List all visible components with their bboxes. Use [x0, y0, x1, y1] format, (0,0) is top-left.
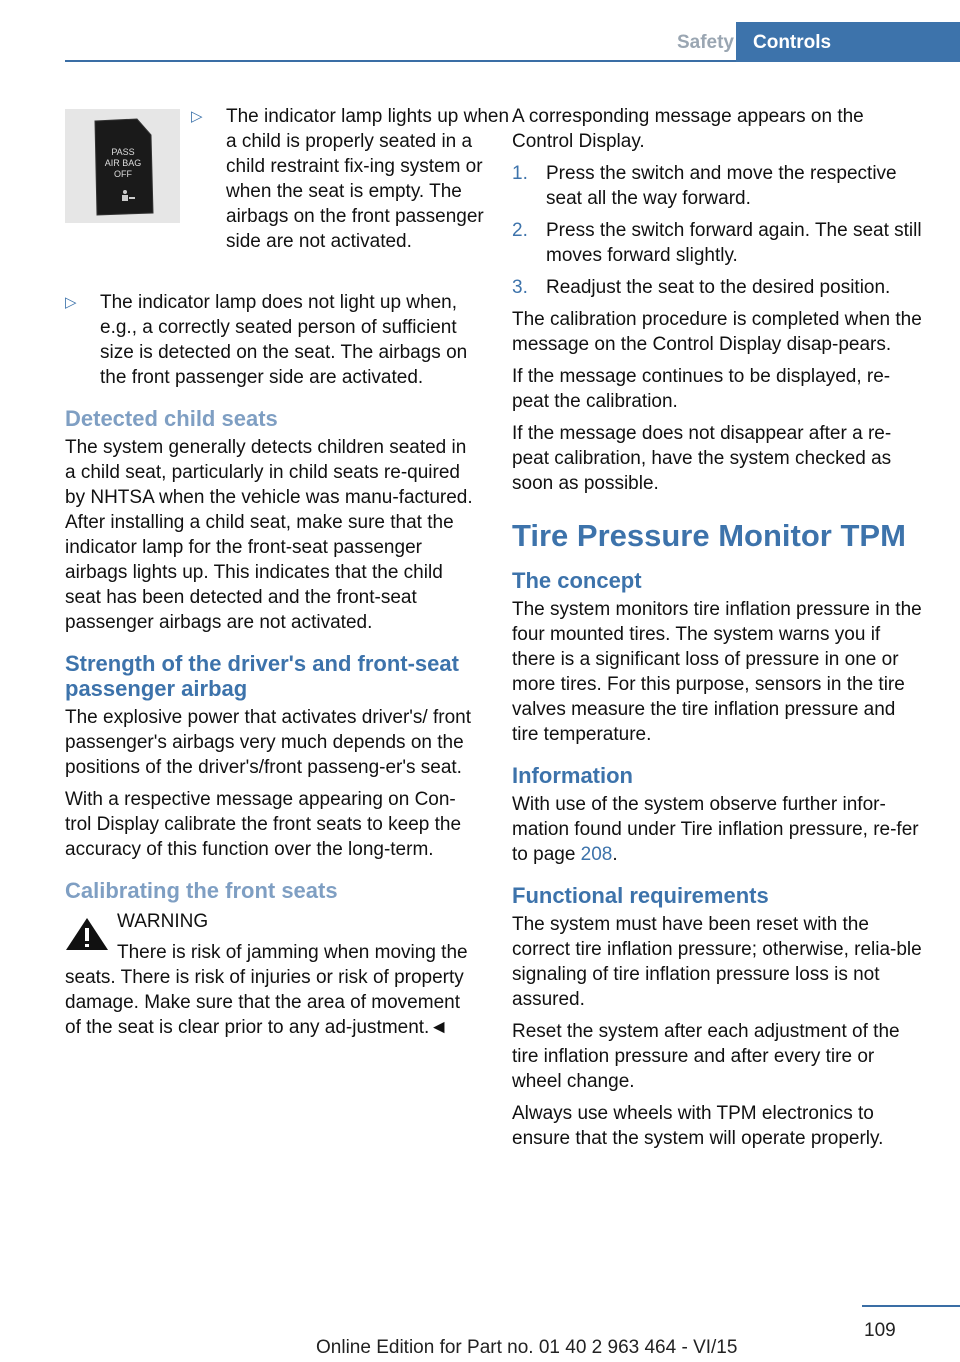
heading-functional-requirements: Functional requirements	[512, 883, 769, 908]
paragraph-message-appears: A corresponding message appears on the Control Display.	[512, 106, 864, 152]
page-reference-link[interactable]: 208	[580, 844, 613, 865]
bullet-triangle-icon: ▷	[65, 294, 77, 311]
bullet-lamp-lights-up: ▷ The indicator lamp lights up when a child is properly seated in a child restraint fix-ing system or when the seat is empty. The airbags on the front passenger side are not activated.	[191, 106, 510, 252]
heading-information: Information	[512, 763, 633, 788]
warning-label: WARNING	[117, 911, 209, 932]
paragraph-functional-3: Always use wheels with TPM electronics to ensure that the system will operate properly.	[512, 1103, 884, 1149]
list-item: 1. Press the switch and move the respective seat all the way forward.	[512, 163, 897, 209]
warning-block	[65, 909, 480, 1040]
warning-triangle-icon	[65, 917, 109, 951]
heading-detected-child-seats: Detected child seats	[65, 406, 278, 431]
paragraph-message-not-disappear: If the message does not disappear after a re-peat calibration, have the system checked as soon as possible.	[512, 423, 892, 494]
paragraph-calibration-completed: The calibration procedure is completed when the message on the Control Display disap-pears.	[512, 309, 922, 355]
left-column	[65, 104, 510, 1040]
right-column	[512, 104, 924, 1158]
page-number-rule	[862, 1305, 960, 1307]
paragraph-message-continues: If the message continues to be displayed, re-peat the calibration.	[512, 366, 891, 412]
lamp-label-pass: PASS	[111, 147, 135, 157]
bullet-triangle-icon: ▷	[191, 108, 203, 125]
paragraph-concept: The system monitors tire inflation pressure in the four mounted tires. The system warns you if there is a significant loss of pressure in one or more tires. For this purpose, sensors in the tire valves measure the tire inflation pressure and tire temperature.	[512, 599, 922, 745]
section-tab-safety[interactable]: Safety	[676, 32, 734, 53]
edition-footer: Online Edition for Part no. 01 40 2 963 464 - VI/15	[316, 1337, 738, 1358]
heading-tire-pressure-monitor: Tire Pressure Monitor TPM	[512, 518, 906, 553]
heading-calibrating-seats: Calibrating the front seats	[65, 878, 338, 903]
heading-the-concept: The concept	[512, 568, 642, 593]
heading-airbag-strength: Strength of the driver's and front-seat passenger airbag	[65, 651, 459, 701]
paragraph-airbag-strength-1: The explosive power that activates driver's/ front passenger's airbags very much depends on the positions of the driver's/front passeng-er's seat.	[65, 707, 471, 778]
list-item: 2. Press the switch forward again. The seat still moves forward slightly.	[512, 220, 922, 266]
paragraph-functional-1: The system must have been reset with the correct tire inflation pressure; otherwise, relia-ble signaling of tire inflation pressure loss is not assured.	[512, 914, 922, 1010]
list-item: 3. Readjust the seat to the desired position.	[512, 277, 891, 298]
paragraph-detected-child-seats: The system generally detects children seated in a child seat, particularly in child seats re-quired by NHTSA when the vehicle was manu-factured. After installing a child seat, make sure that the indicator lamp for the front-seat passenger airbags lights up. This indicates that the child seat has been detected and the front-seat passenger airbags are not activated.	[65, 437, 473, 633]
paragraph-functional-2: Reset the system after each adjustment of the tire inflation pressure and after every tire or wheel change.	[512, 1021, 900, 1092]
pass-airbag-off-lamp-image	[65, 109, 180, 223]
page-number: 109	[864, 1320, 896, 1341]
lamp-label-off: OFF	[114, 169, 132, 179]
indicator-lamp-block	[65, 104, 510, 284]
warning-text: There is risk of jamming when moving the seats. There is risk of injuries or risk of property damage. Make sure that the area of movement of the seat is clear prior to any ad-justment.◄	[65, 942, 468, 1038]
lamp-label-airbag: AIR BAG	[104, 158, 142, 168]
calibration-steps-list	[512, 161, 924, 300]
paragraph-airbag-strength-2: With a respective message appearing on Con-trol Display calibrate the front seats to keep the accuracy of this function over the long-term.	[65, 789, 462, 860]
bullet-lamp-not-lit: ▷ The indicator lamp does not light up when, e.g., a correctly seated person of sufficient size is detected on the seat. The airbags on the front passenger side are activated.	[65, 292, 468, 388]
section-tab-controls[interactable]: Controls	[736, 22, 960, 62]
paragraph-information: With use of the system observe further infor-mation found under Tire inflation pressure, re-fer to page 208.	[512, 794, 919, 865]
